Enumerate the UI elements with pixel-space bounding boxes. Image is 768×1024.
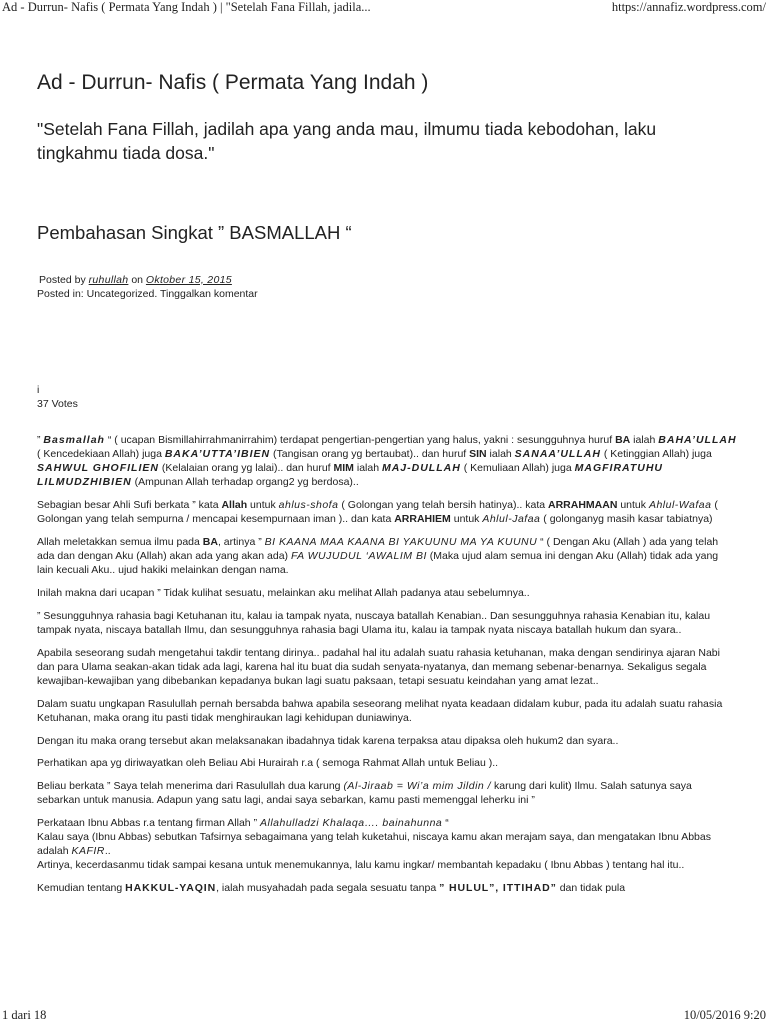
site-title[interactable]: Ad - Durrun- Nafis ( Permata Yang Indah )	[37, 71, 429, 94]
posted-by-label: Posted by	[39, 273, 86, 286]
term-bakauttaibien: BAKA’UTTA’IBIEN	[164, 448, 271, 461]
term-allahulladzi: Allahulladzi Khalaqa…. bainahunna	[259, 817, 443, 830]
print-header-url: https://annafiz.wordpress.com/	[611, 0, 766, 14]
term-ahlus-shofa: ahlus-shofa	[278, 499, 339, 512]
on-label: on	[131, 273, 143, 286]
post-meta	[37, 273, 737, 301]
site-description: "Setelah Fana Fillah, jadilah apa yang anda mau, ilmumu tiada kebodohan, laku tingkahmu tiada dosa."	[37, 119, 657, 163]
paragraph-12: Kemudian tentang HAKKUL-YAQIN, ialah musyahadah pada segala sesuatu tanpa ” HULUL”, ITTIHAD” dan tidak pula	[37, 882, 626, 895]
paragraph-10: Beliau berkata ” Saya telah menerima dari Rasulullah dua karung (Al-Jiraab = Wi’a mim Jildin / karung dari kulit) Ilmu. Salah satunya saya sebarkan untuk manusia. Adapun yang satu lagi, andai saya sebarkan, kamu pasti memenggal leherku ini ”	[37, 780, 692, 807]
term-mim: MIM	[333, 462, 354, 475]
print-footer	[0, 1008, 768, 1024]
category-link[interactable]: Uncategorized.	[86, 287, 158, 300]
term-hulul-ittihad: ” HULUL”, ITTIHAD”	[439, 882, 557, 895]
paragraph-7: Dalam suatu ungkapan Rasulullah pernah bersabda bahwa apabila seseorang melihat nyata keadaan didalam kubur, pada itu adalah suatu rahasia Ketuhanan, maka orang itu pasti tidak menghiraukan lagi kehidupan duniawinya.	[37, 697, 723, 724]
term-majdullah: MAJ-DULLAH	[381, 462, 461, 475]
term-basmallah: Basmallah	[43, 434, 105, 447]
page-number: 1 dari 18	[2, 1008, 47, 1022]
paragraph-5: ” Sesungguhnya rahasia bagi Ketuhanan itu, kalau ia tampak nyata, nuscaya batallah Kenabian.. Dan sesungguhnya rahasia Kenabian itu, kalau tampak nyata, niscaya batallah Ilmu, dan sesungguhnya rahasia bagi Ulama itu, kalau ia tampak nyata niscaya batallah hukum dan syara..	[37, 609, 711, 636]
paragraph-4: Inilah makna dari ucapan ” Tidak kulihat sesuatu, melainkan aku melihat Allah padanya atau sebelumnya..	[37, 586, 530, 599]
posted-in-label: Posted in:	[37, 287, 84, 300]
rating-icon[interactable]: i	[37, 383, 40, 396]
paragraph-2: Sebagian besar Ahli Sufi berkata ” kata Allah untuk ahlus-shofa ( Golongan yang telah bersih hatinya).. kata ARRAHMAAN untuk Ahlul-Wafaa ( Golongan yang telah sempurna / mencapai kesempurnaan iman ).. dan kata ARRAHIEM untuk Ahlul-Jafaa ( golonganyg masih kasar tabiatnya)	[37, 499, 718, 526]
term-hakkul-yaqin: HAKKUL-YAQIN	[125, 882, 217, 895]
term-al-jiraab: (Al-Jiraab = Wi’a mim Jildin /	[343, 780, 492, 793]
votes-count: 37 Votes	[37, 398, 78, 411]
page-content	[37, 70, 737, 905]
post-title[interactable]: Pembahasan Singkat ” BASMALLAH “	[37, 222, 352, 244]
term-bi-kaana: BI KAANA MAA KAANA BI YAKUUNU MA YA KUUNU	[264, 536, 538, 549]
paragraph-1: ” Basmallah “ ( ucapan Bismillahirrahmanirrahim) terdapat pengertian-pengertian yang halus, yakni : sesungguhnya huruf BA ialah BAHA’ULLAH ( Kencedekiaan Allah) juga BAKA’UTTA’IBIEN (Tangisan orang yg bertaubat).. dan huruf SIN ialah SANAA’ULLAH ( Ketinggian Allah) juga SAHWUL GHOFILIEN (Kelalaian orang yg lalai).. dan huruf MIM ialah MAJ-DULLAH ( Kemuliaan Allah) juga MAGFIRATUHU LILMUDZHIBIEN (Ampunan Allah terhadap organg2 yg berdosa)..	[37, 434, 737, 489]
term-bahaullah: BAHA’ULLAH	[658, 434, 737, 447]
term-ba-2: BA	[202, 536, 218, 549]
term-ahlul-wafaa: Ahlul-Wafaa	[648, 499, 712, 512]
rating	[37, 383, 737, 411]
print-header-title: Ad - Durrun- Nafis ( Permata Yang Indah ) | "Setelah Fana Fillah, jadila...	[2, 0, 371, 14]
term-ahlul-jafaa: Ahlul-Jafaa	[482, 513, 541, 526]
term-ba: BA	[615, 434, 631, 447]
term-kafir: KAFIR	[71, 845, 105, 858]
term-arrahmaan: ARRAHMAAN	[548, 499, 618, 512]
term-allah: Allah	[221, 499, 248, 512]
term-sin: SIN	[469, 448, 487, 461]
paragraph-9: Perhatikan apa yg diriwayatkan oleh Beliau Abi Hurairah r.a ( semoga Rahmat Allah untuk Beliau )..	[37, 757, 499, 770]
date-link[interactable]: Oktober 15, 2015	[145, 273, 232, 286]
print-datetime: 10/05/2016 9:20	[683, 1008, 766, 1022]
paragraph-11: Perkataan Ibnu Abbas r.a tentang firman Allah ” Allahulladzi Khalaqa…. bainahunna “ Kalau saya (Ibnu Abbas) sebutkan Tafsirnya sebagaimana yang telah kuketahui, niscaya kamu akan merajam saya, dan mengatakan Ibnu Abbas adalah KAFIR.. Artinya, kecerdasanmu tidak sampai kesana untuk menemukannya, lalu kamu ingkar/ membantah kepadaku ( Ibnu Abbas ) tentang hal itu..	[37, 817, 711, 872]
posted-by-line	[37, 273, 737, 287]
print-header	[0, 0, 768, 16]
term-arrahiem: ARRAHIEM	[394, 513, 451, 526]
paragraph-6: Apabila seseorang sudah mengetahui takdir tentang dirinya.. padahal hal itu adalah suatu rahasia ketuhanan, maka dengan sendirinya ajaran Nabi dan para Ulama seakan-akan tidak ada lagi, karena hal itu buat dia sudah senyata-nyatanya, dan memang sebenar-benarnya. Sekaligus segala kewajiban-kewajiban yang dibebankan kepadanya bukan lagi suatu paksaan, tetapi sesuatu keindahan yang amat lezat..	[37, 646, 720, 687]
term-fa-wujudul: FA WUJUDUL ‘AWALIM BI	[290, 549, 427, 562]
term-sahwul-ghofilien: SAHWUL GHOFILIEN	[37, 462, 159, 475]
author-link[interactable]: ruhullah	[88, 273, 129, 286]
posted-in-line	[37, 287, 737, 301]
term-sanaaullah: SANAA’ULLAH	[514, 448, 601, 461]
comment-link[interactable]: Tinggalkan komentar	[159, 287, 258, 300]
paragraph-3: Allah meletakkan semua ilmu pada BA, artinya ” BI KAANA MAA KAANA BI YAKUUNU MA YA KUUNU “ ( Dengan Aku (Allah ) ada yang telah ada dan dengan Aku (Allah) akan ada yang akan ada) FA WUJUDUL ‘AWALIM BI (Maka ujud alam semua ini dengan Aku (Allah) tidak ada yang lain kecuali Aku.. ujud hakiki melainkan dengan nama.	[37, 536, 719, 576]
paragraph-8: Dengan itu maka orang tersebut akan melaksanakan ibadahnya tidak karena terpaksa atau dipaksa oleh hukum2 dan syara..	[37, 734, 619, 747]
term-magfiratuhu: MAGFIRATUHU LILMUDZHIBIEN	[37, 462, 664, 489]
post-body	[37, 434, 737, 896]
